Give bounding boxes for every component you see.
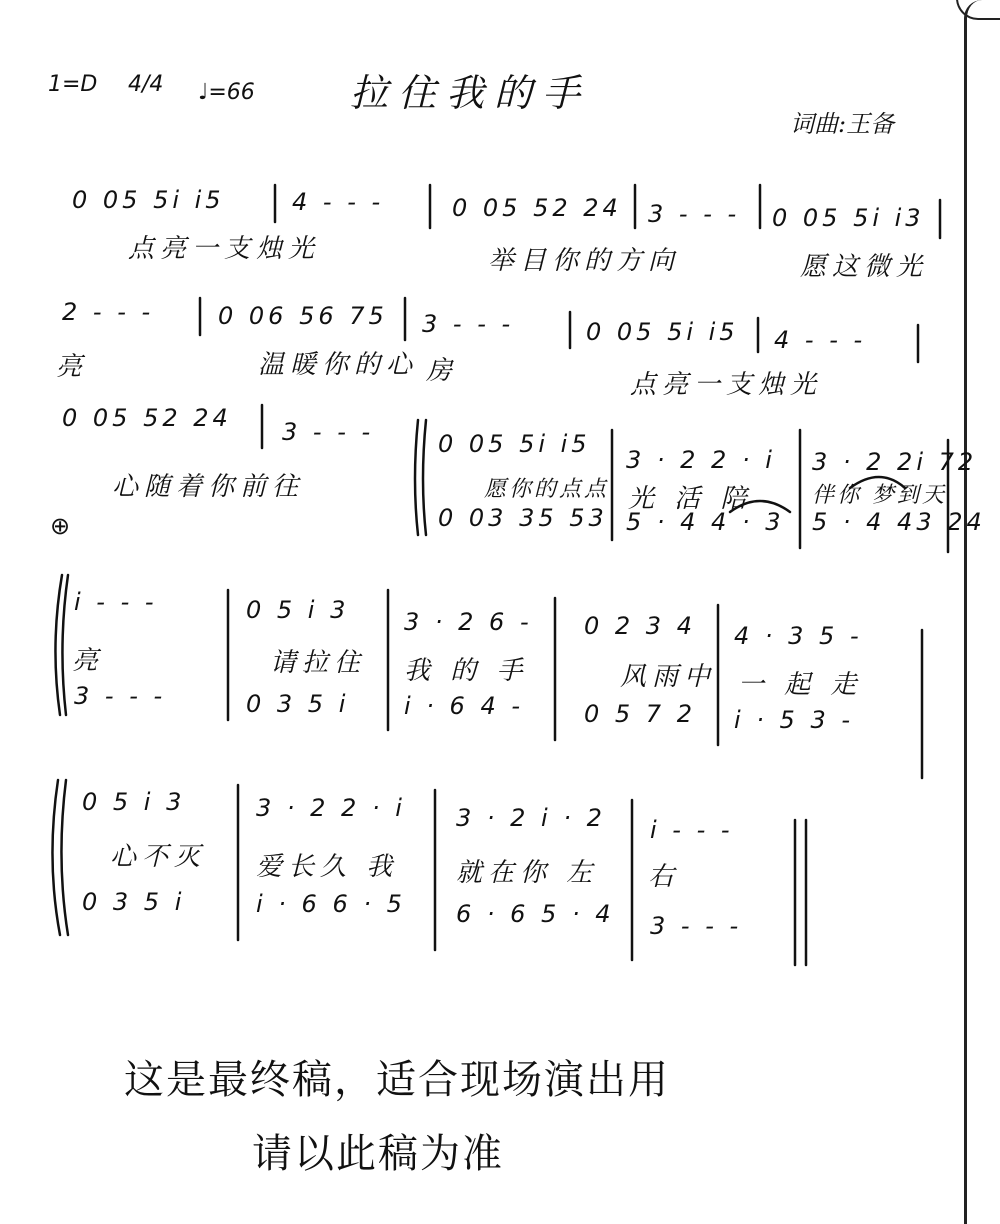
measure-notes-bottom: 5 · 4 4 · 3 bbox=[626, 508, 785, 536]
lyric-line: 房 bbox=[426, 356, 459, 386]
lyric-line: 点亮一支烛光 bbox=[128, 234, 321, 264]
measure-notes: 0 05 5i i5 bbox=[72, 186, 225, 214]
measure-notes-top: i - - - bbox=[74, 588, 158, 616]
measure-notes-bottom: 0 03 35 53 bbox=[438, 504, 608, 532]
key-signature: 1=D bbox=[48, 72, 98, 97]
lyric-line: 一 起 走 bbox=[738, 670, 863, 700]
lyric-line: 亮 bbox=[56, 352, 89, 382]
lyric-line: 风雨中 bbox=[620, 662, 717, 692]
measure-notes: 3 - - - bbox=[648, 200, 741, 228]
measure-notes-top: 0 5 i 3 bbox=[246, 596, 350, 624]
lyric-line: 心随着你前往 bbox=[112, 472, 305, 502]
measure-notes: 0 05 52 24 bbox=[62, 404, 232, 432]
lyric-line: 伴你 梦到天 bbox=[812, 483, 947, 508]
measure-notes: 0 05 52 24 bbox=[452, 194, 622, 222]
time-signature: 4/4 bbox=[128, 72, 164, 97]
lyric-line: 爱长久 我 bbox=[256, 852, 399, 882]
footer-note-line2: 请以此稿为准 bbox=[252, 1131, 504, 1177]
measure-notes-bottom: 3 - - - bbox=[650, 912, 743, 940]
measure-notes: 3 - - - bbox=[282, 418, 375, 446]
measure-notes-bottom: i · 6 6 · 5 bbox=[256, 890, 406, 918]
measure-notes-top: 3 · 2 2 · i bbox=[256, 794, 406, 822]
measure-notes-top: i - - - bbox=[650, 816, 734, 844]
measure-notes-bottom: 6 · 6 5 · 4 bbox=[456, 900, 615, 928]
measure-notes-bottom: 0 5 7 2 bbox=[584, 700, 696, 728]
page-title: 拉住我的手 bbox=[350, 71, 591, 115]
brace-bracket bbox=[415, 420, 418, 535]
measure-notes-top: 3 · 2 2 · i bbox=[626, 446, 776, 474]
measure-notes: 0 05 5i i5 bbox=[586, 318, 739, 346]
measure-notes-bottom: i · 6 4 - bbox=[404, 692, 525, 720]
brace-bracket bbox=[62, 575, 68, 715]
brace-bracket bbox=[61, 780, 68, 935]
measure-notes: 2 - - - bbox=[62, 298, 155, 326]
author-credit: 词曲:王备 bbox=[790, 110, 895, 138]
lyric-line: 请拉住 bbox=[270, 648, 367, 678]
brace-bracket bbox=[423, 420, 426, 535]
lyric-line: 就在你 左 bbox=[456, 858, 599, 888]
measure-notes: 4 - - - bbox=[774, 326, 867, 354]
lyric-line: 温暖你的心 bbox=[258, 350, 419, 380]
lyric-line: 我 的 手 bbox=[404, 656, 529, 686]
lyric-line: 右 bbox=[648, 862, 681, 892]
measure-notes-top: 0 5 i 3 bbox=[82, 788, 186, 816]
measure-notes-top: 0 05 5i i5 bbox=[438, 430, 591, 458]
footer-note-line1: 这是最终稿，适合现场演出用 bbox=[124, 1057, 670, 1103]
measure-notes-top: 0 2 3 4 bbox=[584, 612, 696, 640]
tempo-marking: ♩=66 bbox=[198, 80, 255, 105]
lyric-line: 举目你的方向 bbox=[488, 246, 681, 276]
lyric-line: 光 活 陪 bbox=[628, 484, 753, 514]
measure-notes-bottom: 5 · 4 43 24 bbox=[812, 508, 986, 536]
measure-notes: 0 06 56 75 bbox=[218, 302, 388, 330]
brace-bracket bbox=[52, 780, 60, 935]
measure-notes-bottom: i · 5 3 - bbox=[734, 706, 855, 734]
measure-notes-bottom: 0 3 5 i bbox=[246, 690, 350, 718]
lyric-line: 愿你的点点 bbox=[484, 477, 610, 502]
lyric-line: 心不灭 bbox=[110, 842, 207, 872]
coda-sign: ⊕ bbox=[50, 512, 71, 540]
measure-notes-top: 3 · 2 i · 2 bbox=[456, 804, 606, 832]
brace-bracket bbox=[55, 575, 62, 715]
measure-notes-top: 3 · 2 6 - bbox=[404, 608, 533, 636]
lyric-line: 愿这微光 bbox=[800, 252, 929, 282]
lyric-line: 亮 bbox=[72, 646, 105, 676]
measure-notes-top: 3 · 2 2i 72 bbox=[812, 448, 978, 476]
measure-notes-bottom: 0 3 5 i bbox=[82, 888, 186, 916]
measure-notes: 3 - - - bbox=[422, 310, 515, 338]
lyric-line: 点亮一支烛光 bbox=[630, 370, 823, 400]
measure-notes: 4 - - - bbox=[292, 188, 385, 216]
measure-notes-bottom: 3 - - - bbox=[74, 682, 167, 710]
measure-notes-top: 4 · 3 5 - bbox=[734, 622, 863, 650]
measure-notes: 0 05 5i i3 bbox=[772, 204, 925, 232]
